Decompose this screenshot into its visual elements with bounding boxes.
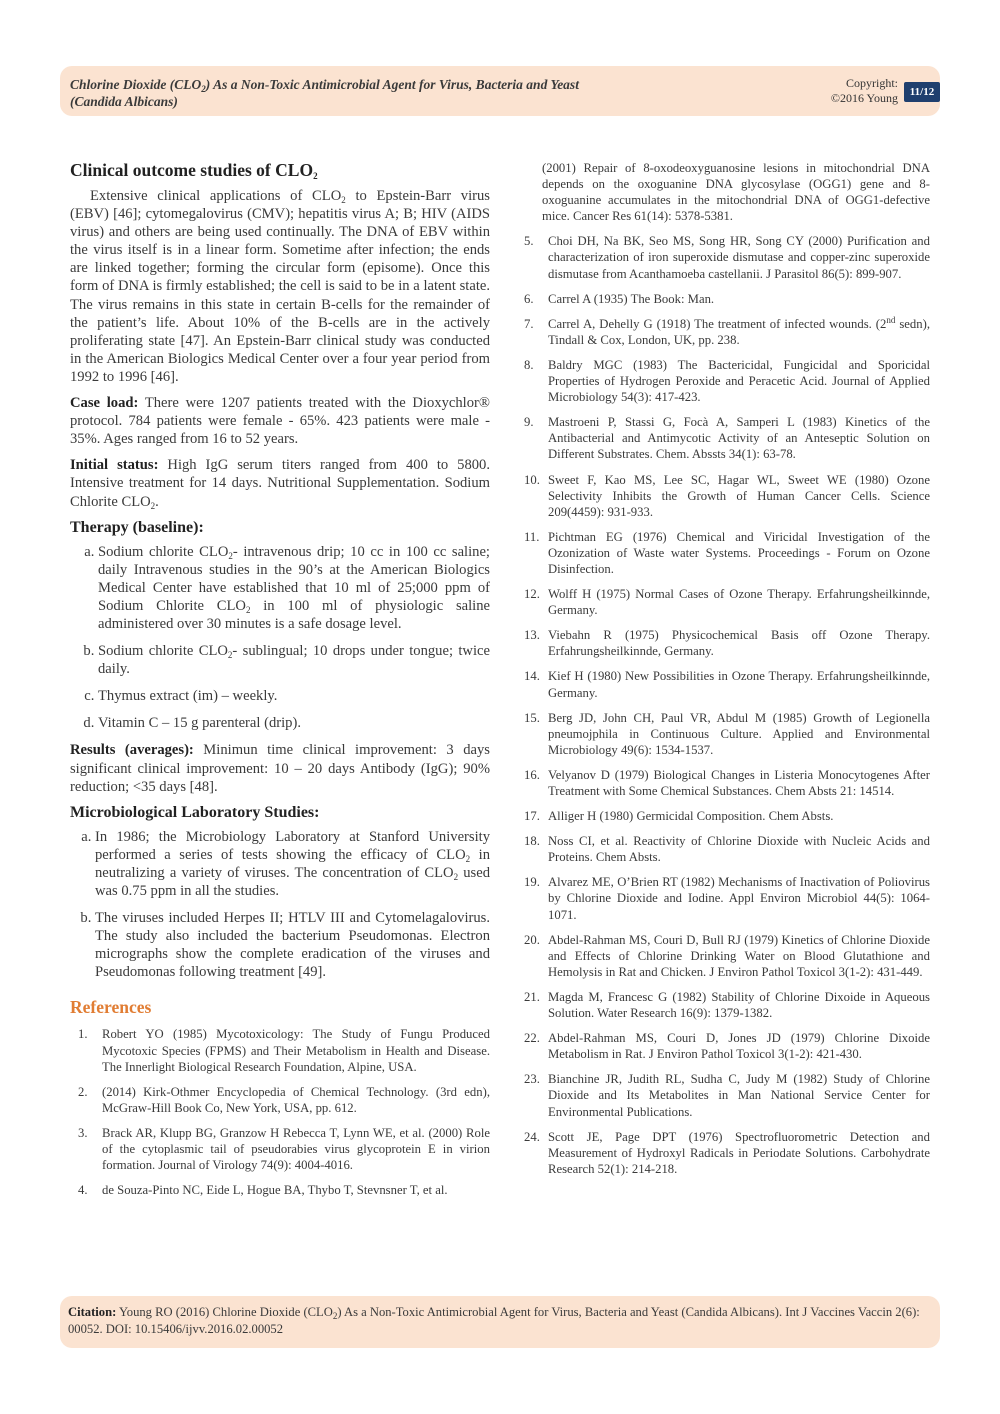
text-run: Minimun time clinical improvement: 3 days significant clinical improvement: 10 – 20 days Antibody (IgG); 90% reduction; <35 days [48].	[70, 742, 490, 795]
subscript: 2	[453, 871, 459, 882]
initial-status-paragraph	[70, 456, 490, 510]
copyright-label: Copyright:	[845, 76, 898, 90]
reference-number: 23.	[524, 1072, 540, 1087]
reference-list-left	[70, 1026, 490, 1198]
therapy-list	[70, 543, 490, 733]
reference-item	[516, 668, 930, 700]
results-paragraph	[70, 741, 490, 795]
section-title-clinical	[70, 160, 490, 181]
reference-text: de Souza-Pinto NC, Eide L, Hogue BA, Thybo T, Stevnsner T, et al.	[102, 1183, 448, 1198]
reference-item	[516, 989, 930, 1021]
subscript: 2	[245, 604, 251, 615]
reference-text: Abdel-Rahman MS, Couri D, Bull RJ (1979) Kinetics of Chlorine Dioxide and Effects of Chlorine Drinking Water on Blood Glutathione and Hemolysis in Rat and Chicken. J Environ Pathol Toxicol 3(1-2): 431-449.	[548, 932, 930, 979]
reference-number: 15.	[524, 710, 540, 725]
subscript: 2	[150, 500, 156, 511]
text-run: - sublingual; 10 drops under tongue; twice daily.	[98, 643, 490, 678]
reference-number: 7.	[524, 316, 534, 331]
reference-item	[516, 808, 930, 824]
text-run: .	[155, 493, 159, 510]
reference-number: 20.	[524, 932, 540, 947]
reference-text: Sweet F, Kao MS, Lee SC, Hagar WL, Sweet WE (1980) Ozone Selectivity Inhibits the Growth of Human Cancer Cells. Science 209(4459): 931-933.	[548, 472, 930, 519]
reference-text: Bianchine JR, Judith RL, Sudha C, Judy M (1982) Study of Chlorine Dioxide and Its Metabolites in Man National Service Center for Environmental Publications.	[548, 1072, 930, 1119]
reference-number: 18.	[524, 834, 540, 849]
intro-paragraph	[70, 187, 490, 386]
reference-item	[70, 1125, 490, 1173]
reference-item	[516, 874, 930, 922]
reference-item	[516, 932, 930, 980]
reference-number: 14.	[524, 669, 540, 684]
reference-text: Alliger H (1980) Germicidal Composition. Chem Absts.	[548, 809, 834, 824]
reference-number: 24.	[524, 1129, 540, 1144]
reference-item	[516, 1129, 930, 1177]
reference-item	[70, 1182, 490, 1198]
reference-number: 5.	[524, 234, 534, 249]
text-run: Young RO (2016) Chlorine Dioxide (CLO	[116, 1305, 333, 1319]
reference-item	[516, 233, 930, 281]
running-title-part: Chlorine Dioxide (CLO	[70, 77, 202, 92]
reference-number: 9.	[524, 415, 534, 430]
section-title-subscript: 2	[313, 171, 318, 181]
reference-text: Viebahn R (1975) Physicochemical Basis off Ozone Therapy. Erfahrungsheilkinnde, Germany.	[548, 628, 930, 659]
reference-number: 1.	[78, 1027, 88, 1042]
text-run: Extensive clinical applications of CLO	[90, 188, 342, 204]
reference-item	[516, 627, 930, 659]
reference-text: Alvarez ME, O’Brien RT (1982) Mechanisms of Inactivation of Poliovirus by Chlorine Dioxide and Iodine. Appl Environ Microbiol 44(5): 1064-1071.	[548, 875, 930, 922]
reference-item	[516, 472, 930, 520]
reference-list-right	[516, 233, 930, 1177]
reference-number: 11.	[524, 529, 540, 544]
page-number-badge: 11/12	[904, 82, 940, 102]
therapy-item-b	[98, 642, 490, 678]
section-title-part: Clinical outcome studies of CLO	[70, 160, 314, 180]
reference-item	[516, 710, 930, 758]
reference-number: 21.	[524, 989, 540, 1004]
reference-text: Carrel A (1935) The Book: Man.	[548, 291, 715, 306]
initial-status-label: Initial status:	[70, 457, 159, 474]
reference-text: Carrel A, Dehelly G (1918) The treatment of infected wounds. (2	[548, 316, 887, 331]
left-column	[70, 160, 490, 1207]
citation-label: Citation:	[68, 1305, 117, 1319]
reference-text: Kief H (1980) New Possibilities in Ozone Therapy. Erfahrungsheilkinnde, Germany.	[548, 669, 930, 700]
reference-item	[70, 1084, 490, 1116]
reference-text: sedn), Tindall & Cox, London, UK, pp. 238.	[548, 316, 930, 347]
reference-number: 19.	[524, 875, 540, 890]
text-run: used was 0.75 ppm in all the studies.	[95, 864, 491, 899]
micro-item-b: b. The viruses included Herpes II; HTLV III and Cytomelagalovirus. The study also included the bacterium Pseudomonas. Electron micrographs show the complete eradication of the viruses and Pseudomonas following treatment [49].	[95, 909, 490, 981]
reference-item	[516, 1071, 930, 1119]
reference-item-4-continued: (2001) Repair of 8-oxodeoxyguanosine lesions in mitochondrial DNA depends on the oxoguanine DNA glycosylase (OGG1) gene and 8- oxoguanine accumulates in the mitochondrial DNA of OGG1-defective mice. Cancer Res 61(14): 5378-5381.	[542, 161, 930, 224]
text-run: - intravenous drip; 10 cc in 100 cc saline; daily Intravenous studies in the 90’s at the American Biologics Medical Center have established that 10 ml of 25;000 ppm of Sodium Chlorite CLO	[98, 543, 490, 614]
citation-text	[68, 1304, 932, 1338]
subscript: 2	[228, 550, 233, 561]
reference-text: Velyanov D (1979) Biological Changes in Listeria Monocytogenes After Treatment with Some Chemical Substances. Chem Absts 21: 14514.	[548, 767, 930, 798]
subscript: 2	[227, 650, 233, 661]
reference-number: 6.	[524, 291, 534, 306]
reference-text: Choi DH, Na BK, Seo MS, Song HR, Song CY (2000) Purification and characterization of iron superoxide dismutase and copper-zinc superoxide dismutase from Acanthamoeba castellanii. J Parasitol 86(5): 899-907.	[548, 234, 930, 281]
reference-text: Baldry MGC (1983) The Bactericidal, Fungicidal and Sporicidal Properties of Hydrogen Peroxide and Peracetic Acid. Journal of Applied Microbiology 54(3): 417-423.	[548, 357, 930, 405]
reference-number: 13.	[524, 628, 540, 643]
reference-item	[516, 1030, 930, 1062]
copyright-holder: ©2016 Young	[830, 91, 898, 105]
text-run: Sodium chlorite CLO	[98, 543, 229, 560]
text-run: to Epstein-Barr virus (EBV) [46]; cytomegalovirus (CMV); hepatitis virus A; B; HIV (AIDS virus) and others are being used continually. The DNA of EBV within the virus itself is in a linear form. Sometime after infection; the ends are linked together; forming the circular form (episome). Once this form of DNA is firmly established; the cell is said to be in a latent state. The virus remains in this state in certain B-cells for the remainder of the patient’s life. About 10% of the B-cells are in the actively proliferating state [47]. An Epstein-Barr clinical study was conducted in the American Biologics Medical Center over a four year period from 1992 to 1996 [46].	[70, 188, 490, 385]
reference-item	[516, 357, 930, 405]
subscript: 2	[332, 1311, 338, 1321]
therapy-item-a	[98, 543, 490, 633]
reference-text: Pichtman EG (1976) Chemical and Viricidal Investigation of the Ozonization of Waste water Systems. Proceedings - Forum on Ozone Disinfection.	[548, 529, 930, 576]
reference-text: Abdel-Rahman MS, Couri D, Jones JD (1979) Chlorine Dixoide Metabolism in Rat. J Environ Pathol Toxicol 3(1-2): 421-430.	[548, 1031, 930, 1062]
reference-number: 10.	[524, 472, 540, 487]
reference-number: 22.	[524, 1031, 540, 1046]
text-run: Sodium chlorite CLO	[98, 643, 228, 660]
subscript: 2	[341, 195, 346, 205]
text-run: in neutralizing a variety of viruses. The concentration of CLO	[95, 846, 490, 881]
page-header	[60, 66, 940, 116]
reference-item	[516, 767, 930, 799]
reference-number: 17.	[524, 809, 540, 824]
reference-number: 16.	[524, 767, 540, 782]
therapy-item-d: d. Vitamin C – 15 g parenteral (drip).	[98, 714, 490, 732]
reference-text: Scott JE, Page DPT (1976) Spectrofluorometric Detection and Measurement of Hydroxyl Radicals in Periodate Solutions. Carbohydrate Research 52(1): 214-218.	[548, 1129, 930, 1176]
reference-number: 8.	[524, 357, 534, 372]
text-run: ) As a Non-Toxic Antimicrobial Agent for Virus, Bacteria and Yeast (Candida Albicans). Int J Vaccines Vaccin 2(6): 00052. DOI: 10.15406/ijvv.2016.02.00052	[68, 1305, 920, 1336]
right-column	[516, 160, 930, 1186]
reference-text: Berg JD, John CH, Paul VR, Abdul M (1985) Growth of Legionella pneumojphila in Continuous Culture. Applied and Environmental Microbiology 49(6): 1534-1537.	[548, 710, 930, 757]
reference-item	[516, 316, 930, 348]
reference-text: (2014) Kirk-Othmer Encyclopedia of Chemical Technology. (3rd edn), McGraw-Hill Book Co, New York, USA, pp. 612.	[102, 1084, 490, 1115]
references-title: References	[70, 997, 152, 1018]
reference-number: 3.	[78, 1125, 88, 1140]
reference-text: Magda M, Francesc G (1982) Stability of Chlorine Dixoide in Aqueous Solution. Water Research 16(9): 1379-1382.	[548, 989, 930, 1021]
reference-text: Wolff H (1975) Normal Cases of Ozone Therapy. Erfahrungsheilkinnde, Germany.	[548, 587, 930, 618]
copyright-notice	[831, 76, 898, 106]
reference-number: 4.	[78, 1183, 88, 1198]
running-title-subscript: 2	[201, 84, 206, 94]
reference-item	[516, 586, 930, 618]
reference-text: Mastroeni P, Stassi G, Focà A, Samperi L (1983) Kinetics of the Antibacterial and Antimycotic Activity of an Anteseptic Solution on Different Substrates. Chem. Abssts 34(1): 63-78.	[548, 415, 930, 462]
text-run: In 1986; the Microbiology Laboratory at Stanford University performed a series of tests showing the efficacy of CLO	[95, 828, 490, 863]
reference-text: Robert YO (1985) Mycotoxicology: The Study of Fungu Produced Mycotoxic Species (FPMS) and Their Metabolism in Health and Disease. The Innerlight Biological Research Foundation, Alpine, USA.	[102, 1027, 490, 1074]
reference-superscript: nd	[886, 314, 896, 325]
reference-item	[516, 291, 930, 307]
reference-number: 12.	[524, 587, 540, 602]
results-label: Results (averages):	[70, 742, 194, 759]
caseload-paragraph	[70, 394, 490, 448]
reference-item	[516, 414, 930, 462]
micro-title: Microbiological Laboratory Studies:	[70, 803, 320, 821]
reference-item	[516, 833, 930, 865]
reference-item	[70, 1026, 490, 1074]
reference-item	[516, 529, 930, 577]
reference-number: 2.	[78, 1084, 88, 1099]
reference-text: Noss CI, et al. Reactivity of Chlorine Dioxide with Nucleic Acids and Proteins. Chem Absts.	[548, 834, 930, 865]
micro-item-a	[95, 828, 490, 900]
text-run: High IgG serum titers ranged from 400 to 5800. Intensive treatment for 14 days. Nutritional Supplementation. Sodium Chlorite CLO	[70, 457, 490, 510]
citation-footer	[60, 1296, 940, 1348]
text-run: in 100 ml of physiologic saline administered over 30 minutes is a safe dosage level.	[98, 597, 490, 632]
micro-list	[70, 828, 490, 982]
caseload-label: Case load:	[70, 395, 139, 412]
running-title	[70, 76, 630, 110]
therapy-item-c: c. Thymus extract (im) – weekly.	[98, 687, 490, 705]
subscript: 2	[465, 853, 471, 864]
running-title-part: ) As a Non-Toxic Antimicrobial Agent for Virus, Bacteria and Yeast (Candida Albicans)	[70, 77, 579, 109]
reference-text: Brack AR, Klupp BG, Granzow H Rebecca T, Lynn WE, et al. (2000) Role of the cytoplasmic tail of pseudorabies virus glycoprotein E in virion formation. Journal of Virology 74(9): 4004-4016.	[102, 1125, 490, 1173]
therapy-title: Therapy (baseline):	[70, 518, 204, 536]
text-run: There were 1207 patients treated with the Dioxychlor® protocol. 784 patients were female - 65%. 423 patients were male - 35%. Ages ranged from 16 to 52 years.	[70, 395, 490, 448]
